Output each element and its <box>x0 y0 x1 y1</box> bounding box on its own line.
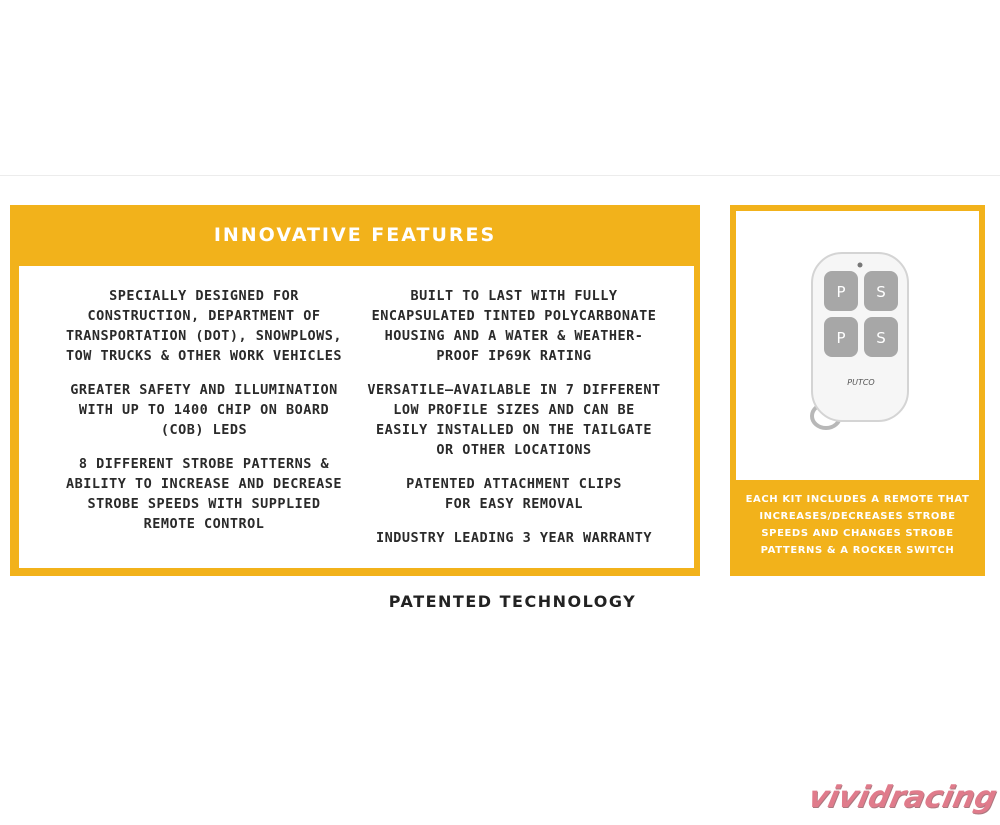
feature-item: GREATER SAFETY AND ILLUMINATION WITH UP TO 1400 CHIP ON BOARD (COB) LEDS <box>70 382 338 438</box>
features-right-column <box>349 286 679 562</box>
remote-button-label: S <box>876 283 886 301</box>
feature-item: BUILT TO LAST WITH FULLY ENCAPSULATED TINTED POLYCARBONATE HOUSING AND A WATER & WEATHER- PROOF IP69K RATING <box>371 288 657 364</box>
status-led <box>858 263 863 268</box>
top-divider <box>0 175 1000 176</box>
patented-technology-label: PATENTED TECHNOLOGY <box>388 592 637 611</box>
feature-item: INDUSTRY LEADING 3 YEAR WARRANTY <box>375 530 653 546</box>
feature-item: PATENTED ATTACHMENT CLIPS FOR EASY REMOVAL <box>406 476 622 512</box>
features-title: INNOVATIVE FEATURES <box>213 224 497 246</box>
remote-control-image <box>736 211 979 480</box>
features-list <box>19 266 694 568</box>
feature-item: 8 DIFFERENT STROBE PATTERNS & ABILITY TO INCREASE AND DECREASE STROBE SPEEDS WITH SUPPLIED REMOTE CONTROL <box>65 456 343 532</box>
remote-brand-logo: PUTCO <box>847 378 875 387</box>
remote-button-label: P <box>836 329 846 347</box>
feature-item: VERSATILE—AVAILABLE IN 7 DIFFERENT LOW PROFILE SIZES AND CAN BE EASILY INSTALLED ON THE TAILGATE OR OTHER LOCATIONS <box>367 382 661 458</box>
remote-button-label: S <box>876 329 886 347</box>
features-left-column <box>39 286 369 548</box>
remote-caption: EACH KIT INCLUDES A REMOTE THAT INCREASES/DECREASES STROBE SPEEDS AND CHANGES STROBE PATTERNS & A ROCKER SWITCH <box>745 494 970 556</box>
feature-item: SPECIALLY DESIGNED FOR CONSTRUCTION, DEPARTMENT OF TRANSPORTATION (DOT), SNOWPLOWS, TOW TRUCKS & OTHER WORK VEHICLES <box>65 288 343 364</box>
watermark-logo: vividracing <box>805 780 1000 815</box>
remote-panel <box>730 205 985 576</box>
remote-button-label: P <box>836 283 846 301</box>
remote-image-frame <box>736 211 979 480</box>
